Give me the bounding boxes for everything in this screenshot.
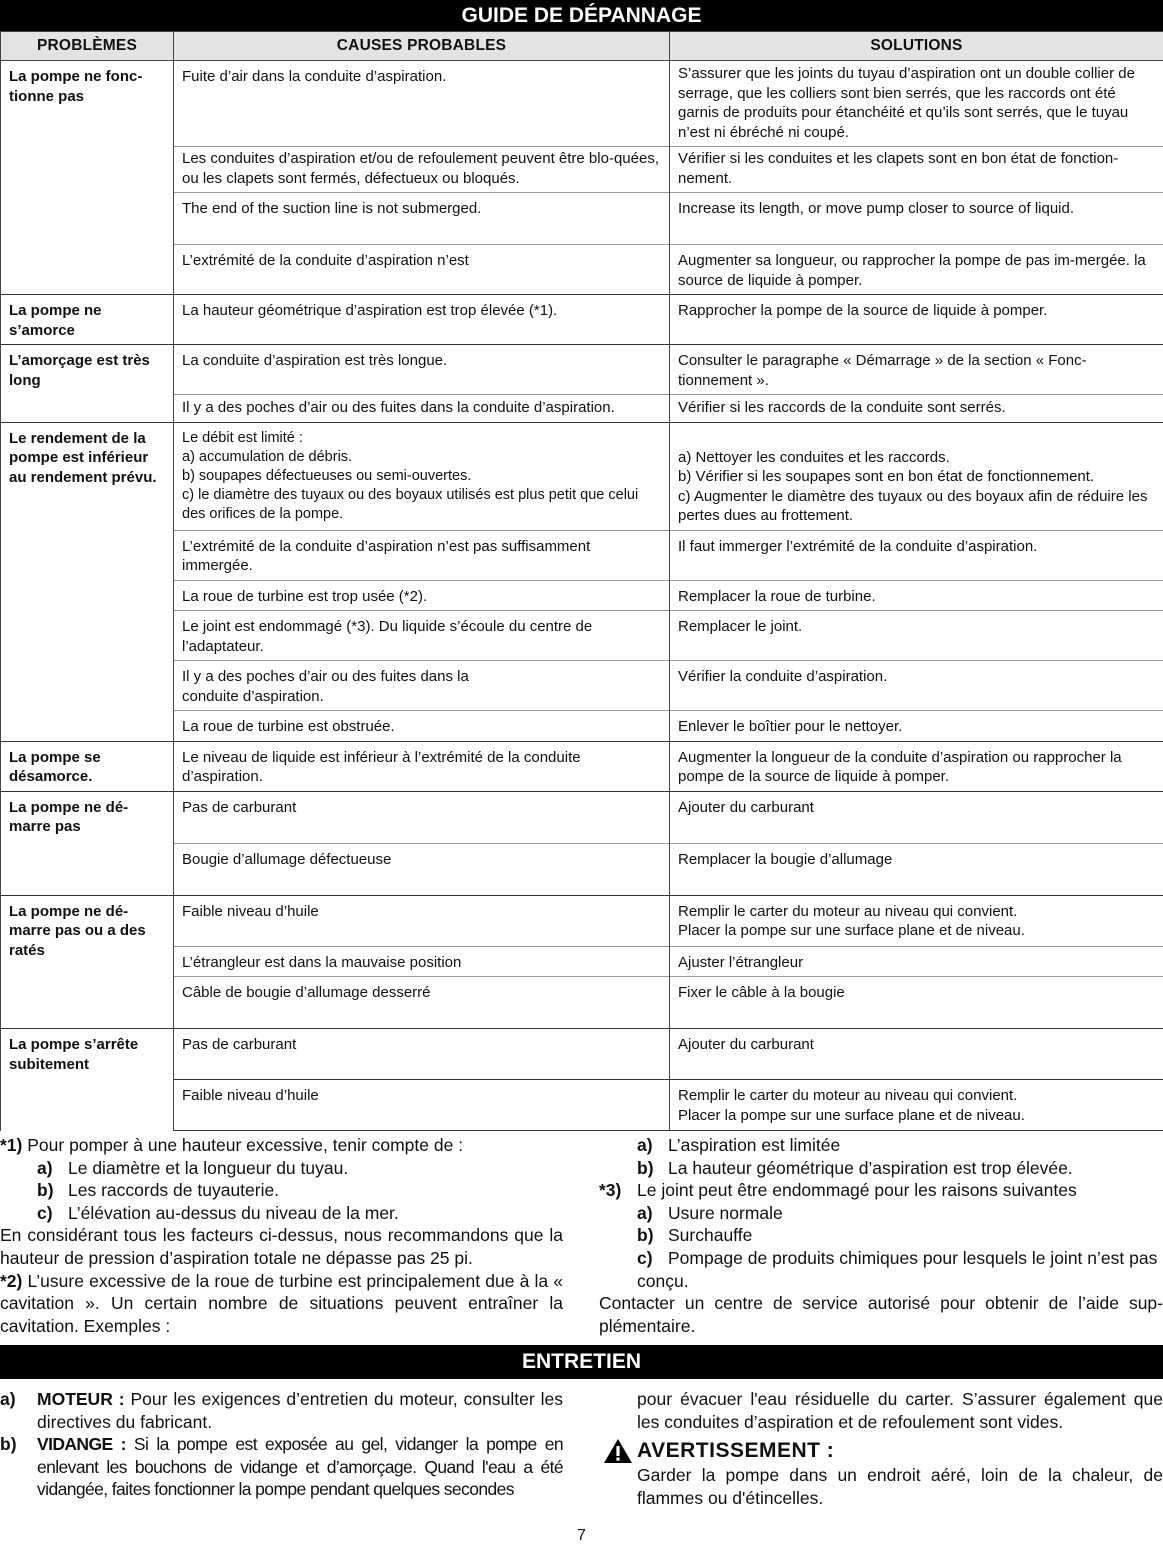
footnote-2-item-a (599, 1134, 1163, 1157)
solution-cell: Ajuster l’étrangleur (670, 946, 1163, 977)
item-label: b) (637, 1157, 654, 1178)
cause-cell: Il y a des poches d’air ou des fuites dans la conduite d’aspiration. (174, 661, 670, 711)
cause-cell: Faible niveau d’huile (174, 895, 670, 946)
item-text: L’aspiration est limitée (668, 1135, 841, 1155)
solution-cell: Fixer le câble à la bougie (670, 977, 1163, 1029)
solution-cell: Vérifier si les raccords de la conduite sont serrés. (670, 395, 1163, 423)
drain-text: Si la pompe est exposée au gel, vidanger la pompe en enlevant les bouchons de vidange et d’amorçage. Quand l'eau a été vidangée, faites fonctionner la pompe pendant quelques secondes (37, 1434, 564, 1500)
footnote-3-item-b (599, 1224, 1163, 1247)
footnote-1-item-b (0, 1179, 563, 1202)
table-row (1, 422, 1163, 530)
item-label: a) (637, 1135, 653, 1155)
footnotes-left-column (0, 1134, 563, 1337)
item-label: b) (37, 1180, 54, 1201)
footnote-1-text: Pour pomper à une hauteur excessive, tenir compte de : (27, 1135, 464, 1155)
item-label: c) (37, 1202, 53, 1223)
drain-heading: VIDANGE : (37, 1434, 126, 1455)
maintenance-title: ENTRETIEN (521, 1350, 641, 1373)
item-label: b) (0, 1434, 17, 1455)
problem-cell: La pompe ne dé-marre pas ou a des ratés (1, 895, 174, 1029)
maintenance-item-drain (0, 1433, 563, 1501)
maintenance-title-banner (0, 1345, 1163, 1379)
solution-cell: Vérifier la conduite d’aspiration. (670, 661, 1163, 711)
footnote-3-item-a (599, 1202, 1163, 1225)
cause-cell: L’étrangleur est dans la mauvaise position (174, 946, 670, 977)
contact-note: Contacter un centre de service autorisé pour obtenir de l’aide sup-plémentaire. (599, 1293, 1163, 1336)
table-row (1, 741, 1163, 791)
troubleshooting-title: GUIDE DE DÉPANNAGE (461, 4, 702, 27)
item-label: a) (37, 1157, 53, 1178)
cause-cell: Il y a des poches d’air ou des fuites dans la conduite d’aspiration. (174, 395, 670, 423)
solution-cell: Remplir le carter du moteur au niveau qui convient. Placer la pompe sur une surface plane et de niveau. (670, 895, 1163, 946)
engine-heading: MOTEUR : (37, 1389, 125, 1409)
problem-cell: Le rendement de la pompe est inférieur au rendement prévu. (1, 422, 174, 741)
footnote-1-paragraph: En considérant tous les facteurs ci-dessus, nous recommandons que la hauteur de pression d’aspiration totale ne dépasse pas 25 pi. (0, 1225, 563, 1268)
footnote-2 (0, 1270, 563, 1338)
page-number: 7 (577, 1527, 586, 1544)
table-row (1, 843, 1163, 895)
cause-cell: Câble de bougie d’allumage desserré (174, 977, 670, 1029)
solution-cell: Consulter le paragraphe « Démarrage » de la section « Fonc-tionnement ». (670, 345, 1163, 395)
solution-cell: a) Nettoyer les conduites et les raccords. b) Vérifier si les soupapes sont en bon état de fonctionnement. c) Augmenter le diamètre des tuyaux ou des boyaux afin de réduire les pertes dues au frottement. (670, 422, 1163, 530)
table-row (1, 1029, 1163, 1080)
table-header-row (1, 32, 1163, 61)
maintenance-item-engine (0, 1388, 563, 1433)
warning-text: Garder la pompe dans un endroit aéré, loin de la chaleur, de flammes ou d'étincelles. (637, 1465, 1163, 1508)
item-body (37, 1433, 563, 1501)
table-row (1, 661, 1163, 711)
cause-cell: L’extrémité de la conduite d’aspiration n’est (174, 245, 670, 295)
table-row (1, 61, 1163, 147)
maintenance-left-column (0, 1388, 563, 1501)
table-row (1, 580, 1163, 611)
cause-cell: Le débit est limité : a) accumulation de débris. b) soupapes défectueuses ou semi-ouvertes. c) le diamètre des tuyaux ou des boyaux utilisés est plus petit que celui des orifices de la pompe. (174, 422, 670, 530)
item-text: Le diamètre et la longueur du tuyau. (68, 1157, 349, 1178)
table-row (1, 711, 1163, 742)
cause-cell: Les conduites d’aspiration et/ou de refoulement peuvent être blo-quées, ou les clapets sont fermés, défectueux ou bloqués. (174, 147, 670, 193)
problem-cell: La pompe ne fonc-tionne pas (1, 61, 174, 295)
cause-cell: La conduite d’aspiration est très longue. (174, 345, 670, 395)
footnote-1-item-a (0, 1157, 563, 1180)
table-row (1, 611, 1163, 661)
item-text: L’élévation au-dessus du niveau de la mer. (68, 1202, 399, 1223)
item-label: a) (637, 1202, 653, 1223)
footnote-1-label: *1) (0, 1135, 23, 1155)
warning-icon (599, 1438, 637, 1464)
solution-cell: S’assurer que les joints du tuyau d’aspiration ont un double collier de serrage, que les colliers sont bien serrés, que les raccords ont été garnis de produits pour étanchéité et qu’ils sont serrés, que le tuyau n’est ni ébréché ni coupé. (670, 61, 1163, 147)
solution-cell: Augmenter la longueur de la conduite d’aspiration ou rapprocher la pompe de la source de liquide à pomper. (670, 741, 1163, 791)
cause-cell: Pas de carburant (174, 1029, 670, 1080)
item-label: a) (0, 1389, 16, 1409)
problem-cell: L’amorçage est très long (1, 345, 174, 423)
table-row (1, 395, 1163, 423)
header-problems: PROBLÈMES (1, 32, 174, 61)
solution-cell: Increase its length, or move pump closer to source of liquid. (670, 193, 1163, 245)
table-row (1, 345, 1163, 395)
problem-cell: La pompe ne dé-marre pas (1, 791, 174, 895)
item-text: Surchauffe (668, 1225, 753, 1246)
item-text: La hauteur géométrique d’aspiration est trop élevée. (668, 1157, 1073, 1178)
drain-text-continued: pour évacuer l'eau résiduelle du carter. S’assurer également que les conduites d’aspiration et de refoulement sont vides. (637, 1389, 1163, 1432)
cause-cell: Pas de carburant (174, 791, 670, 843)
item-text: Les raccords de tuyauterie. (68, 1180, 280, 1201)
problem-cell: La pompe se désamorce. (1, 741, 174, 791)
table-row (1, 977, 1163, 1029)
table-row (1, 946, 1163, 977)
cause-cell: Fuite d’air dans la conduite d’aspiration. (174, 61, 670, 147)
table-row (1, 895, 1163, 946)
cause-cell: La roue de turbine est trop usée (*2). (174, 580, 670, 611)
solution-cell: Vérifier si les conduites et les clapets sont en bon état de fonction-nement. (670, 147, 1163, 193)
footnote-3 (599, 1179, 1163, 1202)
table-row (1, 147, 1163, 193)
footnote-3-item-c (599, 1247, 1163, 1292)
cause-cell: Le joint est endommagé (*3). Du liquide s’écoule du centre de l’adaptateur. (174, 611, 670, 661)
footnote-2-text: L’usure excessive de la roue de turbine est principalement due à la « cavitation ». Un certain nombre de situations peuvent entraîner la cavitation. Exemples : (0, 1270, 563, 1336)
cause-cell: Le niveau de liquide est inférieur à l’extrémité de la conduite d’aspiration. (174, 741, 670, 791)
solution-cell: Remplacer la bougie d’allumage (670, 843, 1163, 895)
table-row (1, 530, 1163, 580)
footnote-1 (0, 1134, 563, 1157)
cause-cell: Bougie d’allumage défectueuse (174, 843, 670, 895)
warning-title: AVERTISSEMENT : (637, 1438, 835, 1462)
footnotes-right-column (599, 1134, 1163, 1337)
cause-cell: The end of the suction line is not submerged. (174, 193, 670, 245)
item-text: Usure normale (668, 1202, 783, 1223)
footnote-3-text: Le joint peut être endommagé pour les raisons suivantes (637, 1180, 1077, 1201)
cause-cell: Faible niveau d’huile (174, 1080, 670, 1131)
item-text: Pompage de produits chimiques pour lesquels le joint n’est pas conçu. (637, 1247, 1158, 1291)
item-body (37, 1388, 563, 1433)
header-solutions: SOLUTIONS (670, 32, 1163, 61)
maintenance-right-column (599, 1388, 1163, 1509)
table-row (1, 791, 1163, 843)
solution-cell: Il faut immerger l’extrémité de la conduite d’aspiration. (670, 530, 1163, 580)
solution-cell: Remplir le carter du moteur au niveau qui convient. Placer la pompe sur une surface plane et de niveau. (670, 1080, 1163, 1131)
solution-cell: Remplacer le joint. (670, 611, 1163, 661)
footnote-2-label: *2) (0, 1270, 23, 1291)
table-row (1, 245, 1163, 295)
table-row (1, 193, 1163, 245)
item-label: b) (637, 1225, 654, 1246)
solution-cell: Ajouter du carburant (670, 1029, 1163, 1080)
footnote-1-item-c (0, 1202, 563, 1225)
cause-cell: La roue de turbine est obstruée. (174, 711, 670, 742)
item-label: c) (637, 1247, 653, 1268)
solution-cell: Remplacer la roue de turbine. (670, 580, 1163, 611)
table-row (1, 295, 1163, 345)
solution-cell: Enlever le boîtier pour le nettoyer. (670, 711, 1163, 742)
cause-cell: La hauteur géométrique d’aspiration est trop élevée (*1). (174, 295, 670, 345)
solution-cell: Augmenter sa longueur, ou rapprocher la pompe de pas im-mergée. la source de liquide à pomper. (670, 245, 1163, 295)
footnote-3-label: *3) (599, 1180, 622, 1201)
solution-cell: Rapprocher la pompe de la source de liquide à pomper. (670, 295, 1163, 345)
engine-text: Pour les exigences d’entretien du moteur, consulter les directives du fabricant. (37, 1389, 563, 1432)
cause-cell: L’extrémité de la conduite d’aspiration n’est pas suffisamment immergée. (174, 530, 670, 580)
warning-heading-row (599, 1438, 1163, 1464)
troubleshooting-title-banner (0, 0, 1163, 31)
solution-cell: Ajouter du carburant (670, 791, 1163, 843)
footnote-2-item-b (599, 1157, 1163, 1180)
table-row (1, 1080, 1163, 1131)
header-causes: CAUSES PROBABLES (174, 32, 670, 61)
problem-cell: La pompe s’arrête subitement (1, 1029, 174, 1131)
troubleshooting-table (0, 31, 1163, 1131)
problem-cell: La pompe ne s’amorce (1, 295, 174, 345)
